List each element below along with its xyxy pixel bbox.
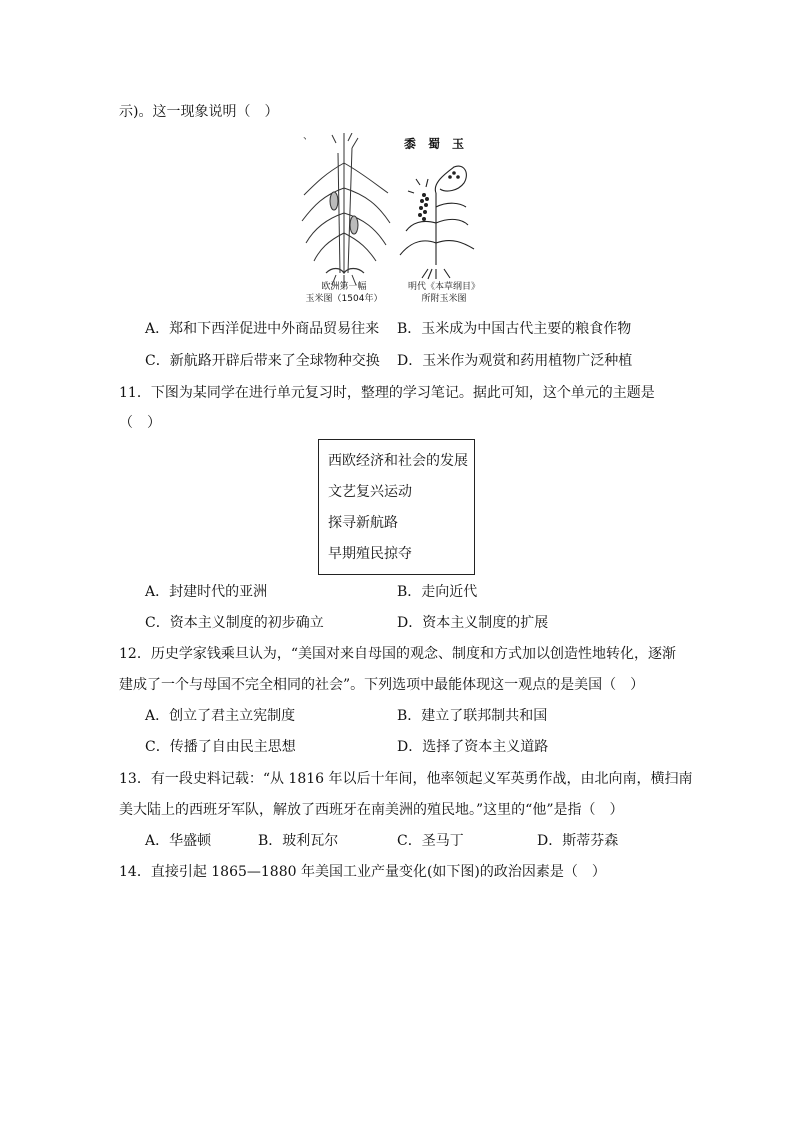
q12-option-a[interactable]: A．创立了君主立宪制度	[145, 708, 296, 724]
bencao-corn-drawing	[400, 166, 474, 279]
european-corn-drawing	[302, 133, 390, 287]
q11-stem-line-2: （ ）	[119, 415, 161, 431]
q13-stem-line-2: 美大陆上的西班牙军队，解放了西班牙在南美洲的殖民地。”这里的“他”是指（ ）	[119, 802, 624, 818]
right-caption-line-1: 明代《本草纲目》	[407, 282, 480, 292]
note-item: 早期殖民掠夺	[328, 546, 412, 562]
note-item: 文艺复兴运动	[328, 484, 412, 500]
q11-option-d[interactable]: D．资本主义制度的扩展	[397, 615, 549, 631]
q12-stem-line-2: 建成了一个与母国不完全相同的社会”。下列选项中最能体现这一观点的是美国（ ）	[119, 677, 645, 693]
q13-stem-line-1: 13．有一段史料记载：“从 1816 年以后十年间，他率领起义军英勇作战，由北向南，横扫南	[119, 771, 693, 787]
q11-option-c[interactable]: C．资本主义制度的初步确立	[145, 615, 324, 631]
right-caption-line-2: 所附玉米图	[421, 294, 467, 304]
q10-option-b[interactable]: B．玉米成为中国古代主要的粮食作物	[397, 321, 632, 337]
svg-text:、: 、	[303, 133, 313, 142]
q10-option-c[interactable]: C．新航路开辟后带来了全球物种交换	[145, 353, 380, 369]
left-caption-line-1: 欧洲第一幅	[321, 282, 367, 292]
q12-stem-line-1: 12．历史学家钱乘旦认为，“美国对来自母国的观念、制度和方式加以创造性地转化，逐渐	[119, 646, 676, 662]
q13-option-d[interactable]: D．斯蒂芬森	[537, 833, 619, 849]
q11-stem-line-1: 11．下图为某同学在进行单元复习时，整理的学习笔记。据此可知，这个单元的主题是	[119, 385, 655, 401]
q10-option-d[interactable]: D．玉米作为观赏和药用植物广泛种植	[397, 353, 633, 369]
q10-option-a[interactable]: A．郑和下西洋促进中外商品贸易往来	[145, 321, 380, 337]
q13-option-c[interactable]: C．圣马丁	[397, 833, 464, 849]
study-notes-box	[318, 439, 475, 575]
q12-option-c[interactable]: C．传播了自由民主思想	[145, 739, 296, 755]
q13-option-a[interactable]: A．华盛顿	[145, 833, 212, 849]
left-caption-line-2: 玉米图（1504年）	[305, 294, 383, 304]
note-item: 探寻新航路	[328, 515, 398, 531]
q12-option-d[interactable]: D．选择了资本主义道路	[397, 739, 549, 755]
q11-option-a[interactable]: A．封建时代的亚洲	[145, 584, 268, 600]
q13-option-b[interactable]: B．玻利瓦尔	[258, 833, 339, 849]
note-item: 西欧经济和社会的发展	[328, 453, 468, 469]
corn-illustration-figure	[296, 133, 496, 308]
q11-option-b[interactable]: B．走向近代	[397, 584, 478, 600]
question-10-tail: 示)。这一现象说明（ ）	[119, 104, 279, 120]
q14-stem-line-1: 14．直接引起 1865—1880 年美国工业产量变化(如下图)的政治因素是（ ）	[119, 864, 606, 880]
q12-option-b[interactable]: B．建立了联邦制共和国	[397, 708, 548, 724]
figure-right-title: 黍 蜀 玉	[404, 137, 465, 151]
